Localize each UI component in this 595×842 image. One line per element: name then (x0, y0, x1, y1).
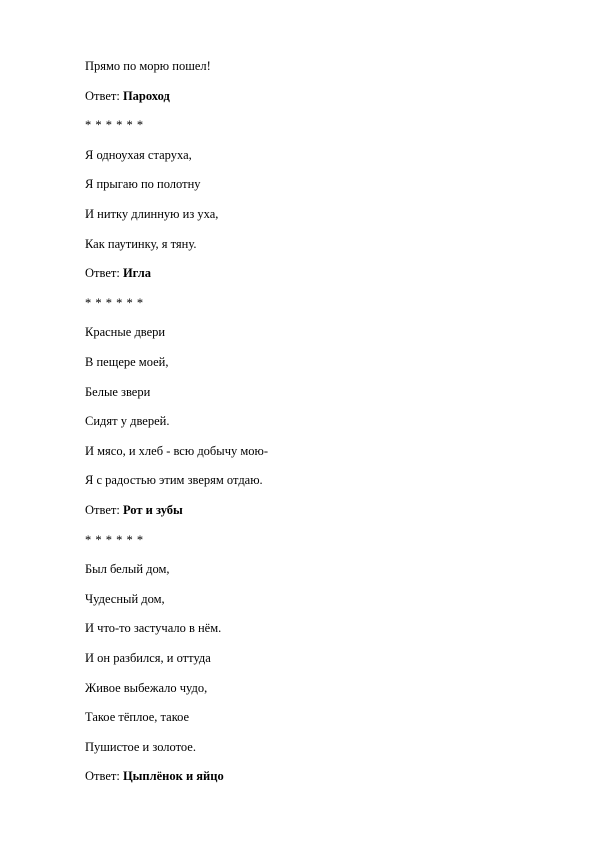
separator-line: * * * * * * (85, 118, 144, 133)
answer-line (85, 769, 224, 783)
verse-line: Как паутинку, я тяну. (85, 236, 197, 251)
verse-line: Я одноухая старуха, (85, 147, 192, 162)
answer-label: Ответ: (85, 88, 120, 103)
answer-text: Пароход (122, 88, 170, 103)
verse-line: Красные двери (85, 325, 166, 340)
separator-line: * * * * * * (85, 295, 144, 310)
verse-line: Живое выбежало чудо, (85, 680, 208, 695)
verse-line: Пушистое и золотое. (85, 739, 196, 754)
answer-line (85, 503, 183, 517)
verse-line: И мясо, и хлеб - всю добычу мою- (85, 443, 269, 458)
verse-line: И нитку длинную из уха, (85, 207, 219, 221)
verse-line: Белые звери (85, 384, 151, 399)
answer-line (85, 266, 151, 280)
verse-line: Прямо по морю пошел! (85, 59, 211, 73)
answer-text: Рот и зубы (122, 503, 183, 517)
separator-line: * * * * * * (85, 532, 144, 547)
verse-line: Сидят у дверей. (85, 414, 170, 429)
answer-text: Цыплёнок и яйцо (122, 769, 224, 784)
verse-line: Я с радостью этим зверям отдаю. (85, 473, 263, 488)
answer-label: Ответ: (85, 266, 120, 281)
verse-line: Я прыгаю по полотну (85, 177, 201, 192)
verse-line: Чудесный дом, (85, 591, 165, 606)
answer-label: Ответ: (85, 769, 120, 784)
verse-line: В пещере моей, (85, 355, 169, 369)
answer-text: Игла (122, 266, 151, 281)
verse-line: И что-то застучало в нём. (85, 621, 222, 636)
verse-line: Такое тёплое, такое (85, 710, 190, 725)
verse-line: И он разбился, и оттуда (85, 651, 211, 665)
answer-label: Ответ: (85, 503, 120, 517)
verse-line: Был белый дом, (85, 562, 170, 577)
answer-line (85, 89, 170, 103)
